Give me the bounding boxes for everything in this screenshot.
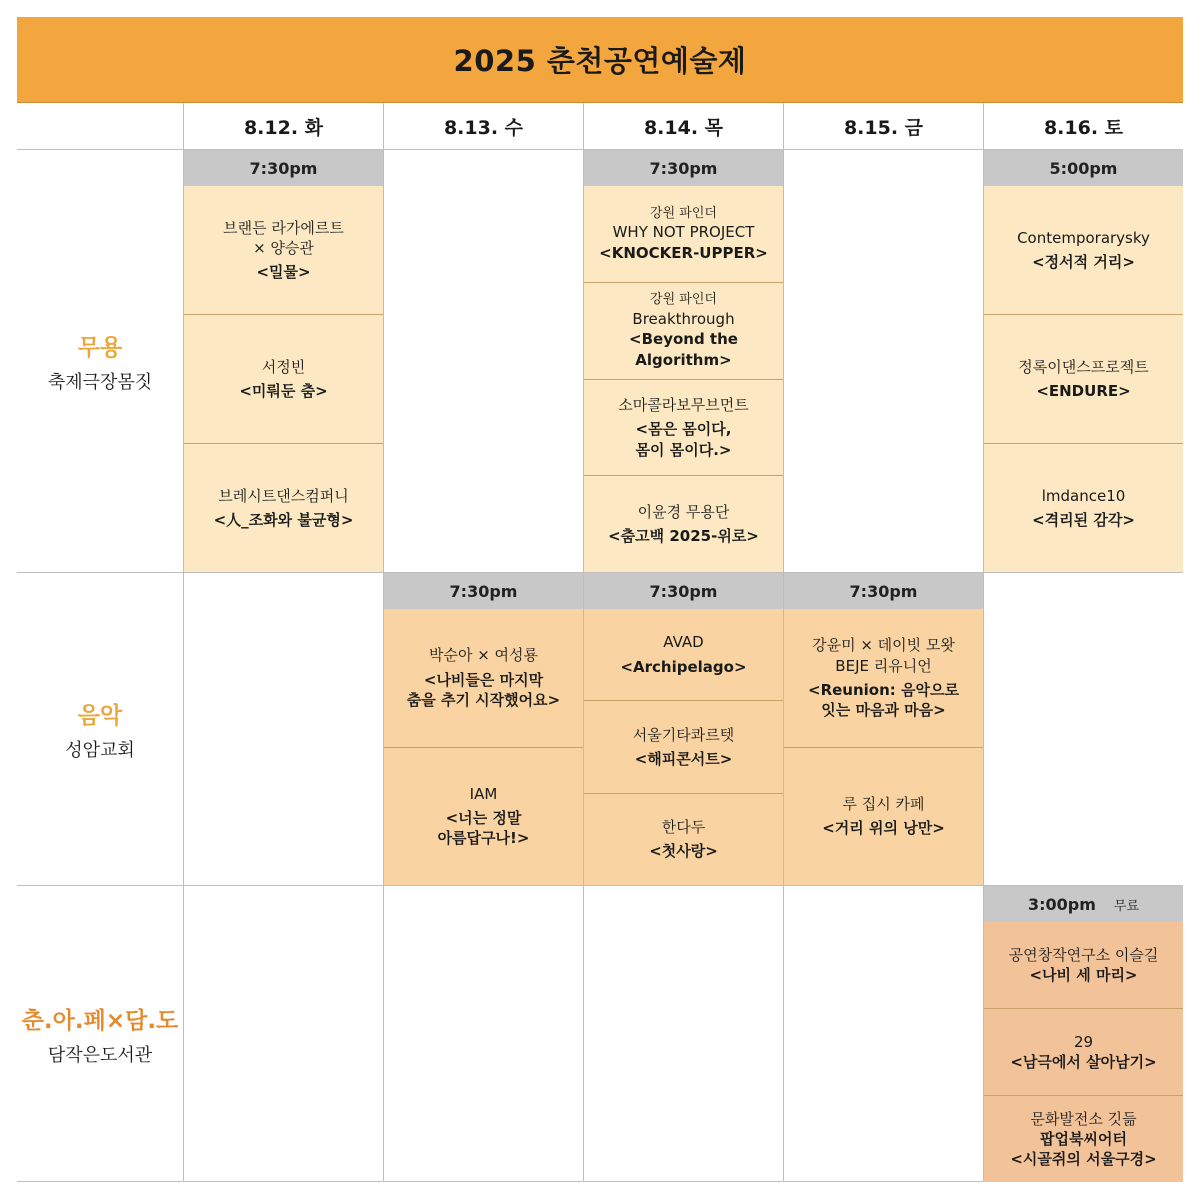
event-artist: BEJE 리유니언 [835,656,932,675]
free-badge: 무료 [1113,898,1140,914]
header-corner [17,103,183,150]
day-header-0812: 8.12. 화 [183,103,383,150]
event-work: <몸은 몸이다, [635,420,732,439]
event-item [984,443,1183,572]
page-title: 2025 춘천공연예술제 [453,44,747,78]
event-work: <Reunion: 음악으로 [808,680,959,699]
music-0813 [383,573,583,886]
venue-genre: 무용 [77,334,123,361]
event-work: <ENDURE> [1036,382,1131,400]
library-0813-empty [383,886,583,1182]
dance-0812 [183,150,383,573]
event-artist: AVAD [663,633,704,652]
event-artist: 박순아 × 여성룡 [428,646,539,665]
time-label: 7:30pm [584,573,783,609]
event-item [384,609,583,747]
venue-dance [17,150,183,573]
venue-genre: 춘.아.페×담.도 [21,1007,179,1034]
venue-place: 담작은도서관 [47,1044,153,1066]
event-work: <정서적 거리> [1032,253,1135,271]
event-artist: 29 [1073,1032,1094,1051]
event-item [984,922,1183,1008]
event-artist: 브레시트댄스컴퍼니 [218,486,349,505]
event-work: <시골쥐의 서울구경> [1010,1150,1157,1169]
library-0816 [983,886,1183,1182]
event-item [384,747,583,886]
event-work: <밀물> [256,263,311,282]
event-artist: 브랜든 라가에르트 [223,218,344,237]
day-header-0815: 8.15. 금 [783,103,983,150]
event-work: 아름답구나!> [437,829,530,848]
event-artist: 공연창작연구소 이슬길 [1008,945,1159,964]
event-item [184,443,383,572]
event-work: <춤고백 2025-위로> [608,527,759,546]
time-label [984,886,1183,922]
event-tag: 강원 파인더 [650,205,717,221]
event-artist: IAM [469,784,498,803]
time-label: 7:30pm [784,573,983,609]
event-artist: Breakthrough [632,310,735,329]
library-0812-empty [183,886,383,1182]
event-item [184,314,383,443]
music-0814 [583,573,783,886]
event-work: <첫사랑> [649,842,718,861]
music-0816-empty [983,573,1183,886]
event-work: 팝업북씨어터 [1040,1129,1127,1148]
event-work: 몸이 몸이다.> [635,440,732,459]
event-artist: 이윤경 무용단 [637,502,730,521]
event-work: <격리된 감각> [1032,511,1135,529]
event-work: <해피콘서트> [634,749,733,768]
event-work: <Archipelago> [620,657,747,676]
time-label: 7:30pm [584,150,783,186]
event-artist: 강윤미 × 데이빗 모왓 [812,636,955,655]
event-work: <나비 세 마리> [1029,966,1138,984]
event-work: <人_조화와 불균형> [213,511,354,529]
event-item [984,186,1183,314]
dance-0813-empty [383,150,583,573]
event-artist: 서정빈 [261,357,306,376]
event-item [584,609,783,700]
library-0814-empty [583,886,783,1182]
event-artist: lmdance10 [1041,486,1126,505]
day-header-0813: 8.13. 수 [383,103,583,150]
event-artist: 정록이댄스프로젝트 [1018,357,1149,376]
event-item [584,700,783,792]
library-0815-empty [783,886,983,1182]
time-label: 7:30pm [184,150,383,186]
day-header-0814: 8.14. 목 [583,103,783,150]
dance-0814 [583,150,783,573]
venue-library [17,886,183,1182]
event-work: <거리 위의 낭만> [822,819,945,838]
event-work: <미뤄둔 춤> [239,382,328,400]
day-header-0816: 8.16. 토 [983,103,1183,150]
event-item [184,186,383,314]
event-item [584,379,783,476]
event-tag: 강원 파인더 [650,292,717,308]
event-item [584,186,783,282]
music-0812-empty [183,573,383,886]
event-artist: WHY NOT PROJECT [612,223,755,242]
time-label: 7:30pm [384,573,583,609]
event-work: 춤을 추기 시작했어요> [406,690,561,709]
music-0815 [783,573,983,886]
venue-genre: 음악 [77,702,123,729]
event-work: <Beyond the Algorithm> [629,330,738,369]
event-item [584,475,783,572]
event-work: <나비들은 마지막 [423,670,544,689]
venue-music [17,573,183,886]
event-item [784,747,983,886]
dance-0816 [983,150,1183,573]
event-work: <너는 정말 [445,809,522,828]
event-artist: 서울기타콰르텟 [632,725,735,744]
event-item [984,1008,1183,1095]
event-item [984,1095,1183,1182]
event-item [984,314,1183,443]
event-artist: Contemporarysky [1017,228,1150,247]
schedule-grid [17,17,1183,1182]
title-bar [17,17,1183,103]
event-item [584,282,783,379]
event-artist: × 양승관 [253,238,314,257]
event-artist: 한다두 [661,818,706,837]
venue-place: 성암교회 [65,739,135,761]
event-item [584,793,783,885]
event-work: <남극에서 살아남기> [1010,1053,1157,1071]
dance-0815-empty [783,150,983,573]
event-artist: 소마콜라보무브먼트 [618,396,749,414]
venue-place: 축제극장몸짓 [47,371,153,393]
event-item [784,609,983,747]
event-work: 잇는 마음과 마음> [821,701,946,719]
time-value: 3:00pm [1027,894,1096,914]
event-work: <KNOCKER-UPPER> [599,243,768,262]
time-label: 5:00pm [984,150,1183,186]
event-artist: 루 집시 카페 [842,795,925,813]
event-artist: 문화발전소 깃듦 [1030,1109,1137,1128]
